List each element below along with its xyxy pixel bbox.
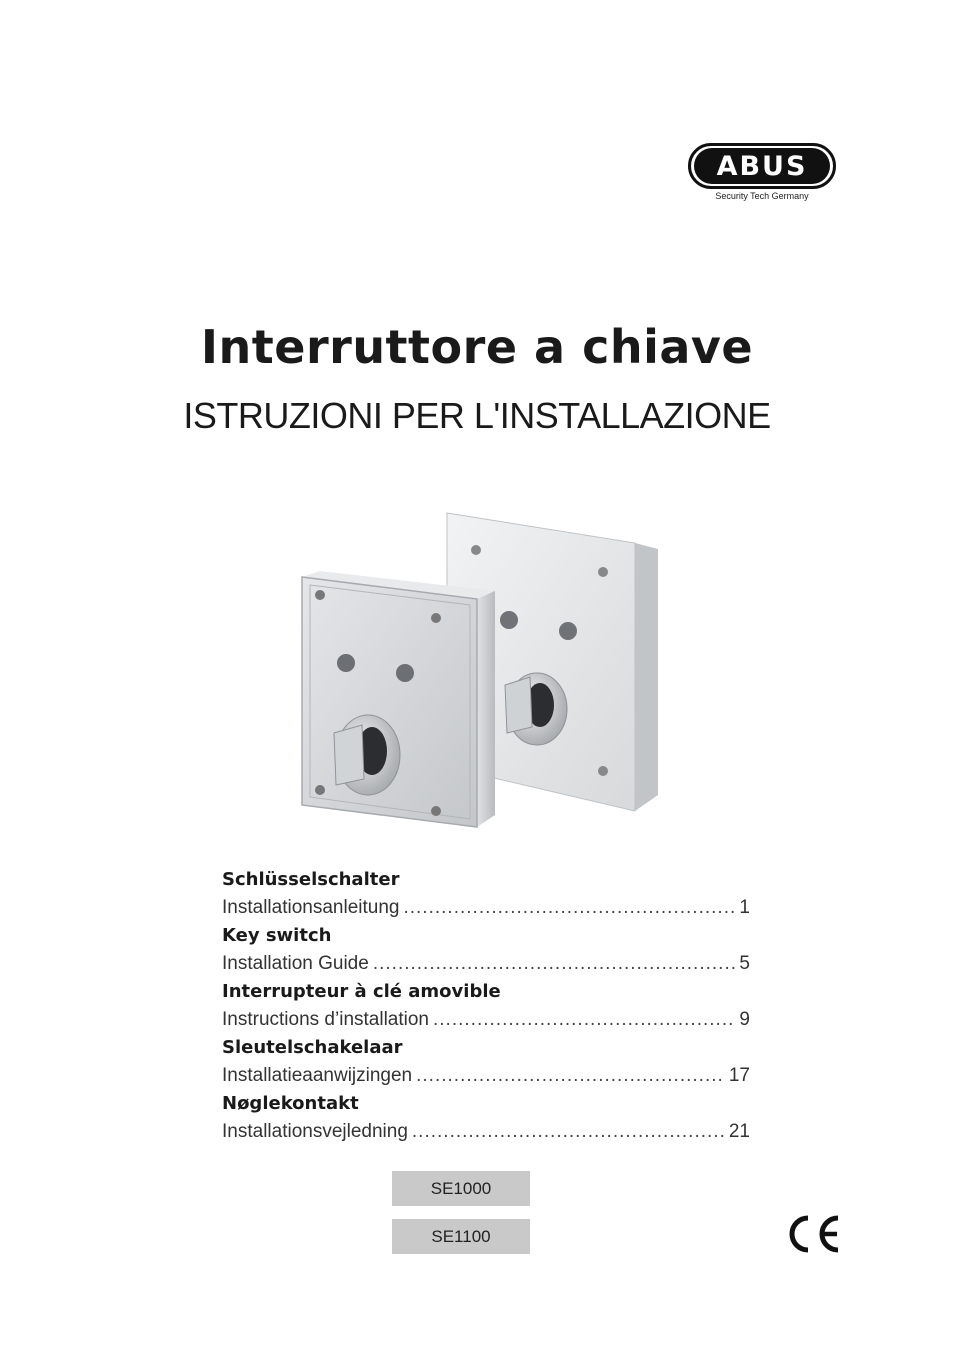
- toc-label: Installationsvejledning: [222, 1121, 408, 1142]
- table-of-contents: [222, 866, 750, 1146]
- toc-label: Installation Guide: [222, 953, 369, 974]
- toc-line: [222, 1062, 750, 1090]
- toc-page: 5: [739, 953, 750, 974]
- model-label-se1100: SE1100: [392, 1219, 530, 1254]
- toc-page: 9: [739, 1009, 750, 1030]
- toc-leader: [373, 950, 736, 978]
- toc-label: Instructions d’installation: [222, 1009, 429, 1030]
- toc-entry-fr: [222, 978, 750, 1034]
- toc-heading: Key switch: [222, 925, 332, 946]
- toc-label: Installationsanleitung: [222, 897, 400, 918]
- toc-heading: Interrupteur à clé amovible: [222, 981, 501, 1002]
- toc-line: [222, 1006, 750, 1034]
- toc-entry-de: [222, 866, 750, 922]
- logo-tagline: Security Tech Germany: [715, 191, 809, 201]
- logo-wordmark: ABUS: [694, 148, 830, 184]
- toc-entry-en: [222, 922, 750, 978]
- toc-leader: [412, 1118, 725, 1146]
- toc-label: Installatieaanwijzingen: [222, 1065, 413, 1086]
- logo-oval: [688, 143, 836, 189]
- toc-line: [222, 894, 750, 922]
- ce-mark-icon: [788, 1214, 842, 1254]
- toc-heading: Sleutelschakelaar: [222, 1037, 403, 1058]
- toc-page: 1: [739, 897, 750, 918]
- toc-line: [222, 1118, 750, 1146]
- toc-leader: [403, 894, 735, 922]
- model-label-se1000: SE1000: [392, 1171, 530, 1206]
- page-subtitle: ISTRUZIONI PER L'INSTALLAZIONE: [183, 395, 771, 436]
- toc-leader: [416, 1062, 725, 1090]
- toc-heading: Nøglekontakt: [222, 1093, 359, 1114]
- abus-logo: [688, 143, 838, 203]
- toc-line: [222, 950, 750, 978]
- surface-mount-unit: [302, 571, 495, 827]
- toc-entry-da: [222, 1090, 750, 1146]
- toc-leader: [433, 1006, 735, 1034]
- toc-entry-nl: [222, 1034, 750, 1090]
- toc-heading: Schlüsselschalter: [222, 869, 400, 890]
- page-title: Interruttore a chiave: [200, 320, 754, 374]
- toc-page: 21: [728, 1121, 750, 1142]
- product-photo: [290, 505, 670, 835]
- toc-page: 17: [728, 1065, 750, 1086]
